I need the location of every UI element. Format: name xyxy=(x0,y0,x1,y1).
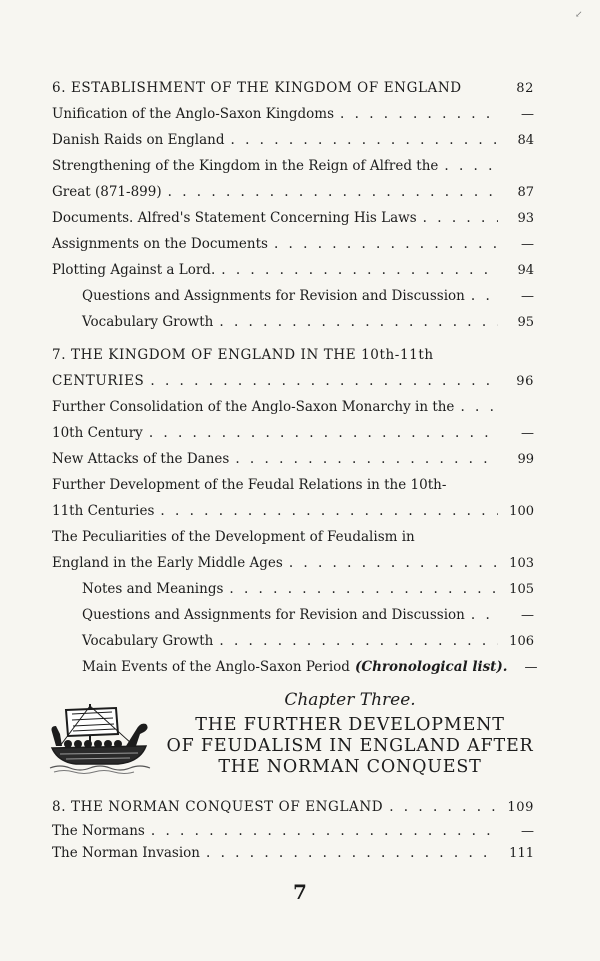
toc-entry: 10th Century . . . — xyxy=(52,425,534,447)
chapter-title-line-3: THE NORMAN CONQUEST xyxy=(218,757,482,777)
chapter-title xyxy=(150,715,550,778)
dot-leader xyxy=(423,210,498,226)
toc-entry: Main Events of the Anglo-Saxon Period (Chronological list). — xyxy=(82,659,538,675)
toc-entry: The Norman Invasion . . . 111 xyxy=(52,845,534,867)
toc-entry: Danish Raids on England . . . 84 xyxy=(52,132,534,154)
toc-entry: Questions and Assignments for Revision and Discussion . . . — xyxy=(82,607,534,629)
dot-leader xyxy=(274,236,498,252)
toc-heading-section-8: 8. THE NORMAN CONQUEST OF ENGLAND . . . 109 xyxy=(52,799,534,821)
dot-leader xyxy=(168,184,498,200)
toc-entry: The Peculiarities of the Development of Feudalism in xyxy=(52,529,415,545)
dot-leader xyxy=(389,799,498,815)
page-number: 7 xyxy=(293,880,307,904)
toc-heading-section-6: 6. ESTABLISHMENT OF THE KINGDOM OF ENGLAND 82 xyxy=(52,80,534,96)
dot-leader xyxy=(150,373,498,389)
toc-entry: Assignments on the Documents . . . — xyxy=(52,236,534,258)
dot-leader xyxy=(206,845,498,861)
toc-entry: Plotting Against a Lord. . . . 94 xyxy=(52,262,534,284)
dot-leader xyxy=(289,555,498,571)
toc-entry: New Attacks of the Danes . . . 99 xyxy=(52,451,534,473)
viking-ship-illustration xyxy=(46,700,156,776)
toc-entry: Questions and Assignments for Revision and Discussion . . . — xyxy=(82,288,534,310)
toc-entry: The Normans . . . — xyxy=(52,823,534,845)
toc-entry: England in the Early Middle Ages . . . 103 xyxy=(52,555,534,577)
toc-entry: Great (871-899) . . . 87 xyxy=(52,184,534,206)
chronological-note: (Chronological list). xyxy=(354,659,508,675)
toc-entry: Further Consolidation of the Anglo-Saxon Monarchy in the . . . xyxy=(52,399,534,421)
dot-leader xyxy=(149,425,498,441)
toc-entry: Vocabulary Growth . . . 106 xyxy=(82,633,534,655)
toc-entry: Further Development of the Feudal Relations in the 10th- xyxy=(52,477,447,493)
dot-leader xyxy=(231,132,498,148)
chapter-title-line-1: THE FURTHER DEVELOPMENT xyxy=(195,715,505,735)
toc-entry: Notes and Meanings . . . 105 xyxy=(82,581,534,603)
toc-entry: Documents. Alfred's Statement Concerning His Laws . . . 93 xyxy=(52,210,534,232)
dot-leader xyxy=(444,158,498,174)
dot-leader xyxy=(235,451,498,467)
toc-entry: Strengthening of the Kingdom in the Reign of Alfred the . . . xyxy=(52,158,534,180)
dot-leader xyxy=(221,262,498,278)
dot-leader xyxy=(471,607,498,623)
dot-leader xyxy=(160,503,498,519)
toc-entry: 11th Centuries . . . 100 xyxy=(52,503,534,525)
chapter-number: Chapter Three. xyxy=(284,690,416,710)
toc-entry: Unification of the Anglo-Saxon Kingdoms . . . — xyxy=(52,106,534,128)
dot-leader xyxy=(471,288,498,304)
toc-entry: Vocabulary Growth . . . 95 xyxy=(82,314,534,336)
toc-heading-section-7: 7. THE KINGDOM OF ENGLAND IN THE 10th-11th xyxy=(52,347,434,363)
dot-leader xyxy=(219,314,498,330)
corner-mark: ↙ xyxy=(575,10,583,20)
dot-leader xyxy=(340,106,498,122)
toc-heading-section-7-cont: CENTURIES . . . 96 xyxy=(52,373,534,395)
dot-leader xyxy=(229,581,498,597)
dot-leader xyxy=(219,633,498,649)
dot-leader xyxy=(460,399,498,415)
dot-leader xyxy=(151,823,498,839)
chapter-title-line-2: OF FEUDALISM IN ENGLAND AFTER xyxy=(166,736,534,756)
